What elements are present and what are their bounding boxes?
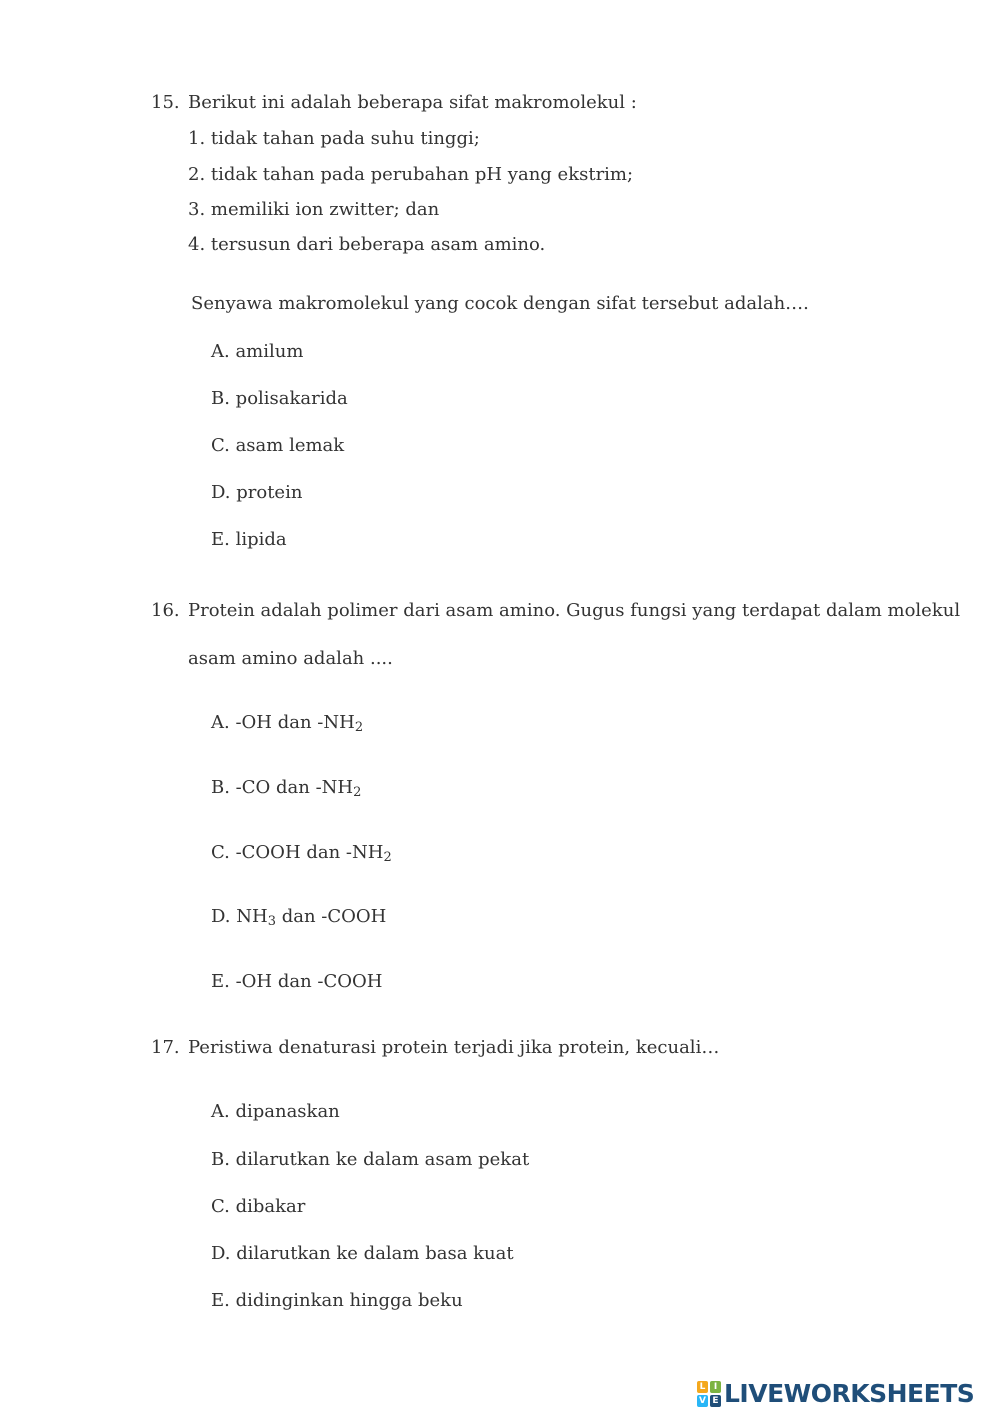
question-15-option-d: D. protein	[211, 482, 303, 503]
question-17-option-e: E. didinginkan hingga beku	[211, 1290, 463, 1311]
question-17-option-d: D. dilarutkan ke dalam basa kuat	[211, 1243, 514, 1264]
question-16-option-d: D. $NH_3$ dan -COOH	[211, 906, 387, 929]
question-15-property-4: 4. tersusun dari beberapa asam amino.	[188, 234, 546, 255]
question-17-option-a: A. dipanaskan	[211, 1101, 340, 1122]
question-16-option-c: C. -COOH dan $-NH_2$	[211, 842, 392, 865]
question-16-number: 16.	[151, 600, 180, 621]
logo-icon-tile-i: I	[710, 1381, 721, 1393]
question-17-option-c: C. dibakar	[211, 1196, 306, 1217]
liveworksheets-logo	[697, 1377, 974, 1411]
question-17-stem: Peristiwa denaturasi protein terjadi jika protein, kecuali…	[188, 1037, 720, 1058]
logo-icon-tile-l: L	[697, 1381, 708, 1393]
question-16-option-e: E. -OH dan -COOH	[211, 971, 383, 992]
logo-icon-tile-e: E	[710, 1395, 721, 1407]
question-15-property-2: 2. tidak tahan pada perubahan pH yang ekstrim;	[188, 164, 634, 185]
question-16-stem-line-2: asam amino adalah ....	[188, 648, 393, 669]
question-15-option-b: B. polisakarida	[211, 388, 348, 409]
question-15-option-c: C. asam lemak	[211, 435, 345, 456]
question-16-stem-line-1: Protein adalah polimer dari asam amino. Gugus fungsi yang terdapat dalam molekul	[188, 600, 961, 621]
question-15-option-e: E. lipida	[211, 529, 287, 550]
question-17-option-b: B. dilarutkan ke dalam asam pekat	[211, 1149, 530, 1170]
liveworksheets-wordmark: LIVEWORKSHEETS	[724, 1379, 975, 1408]
question-16-option-b: B. -CO dan $-NH_2$	[211, 777, 362, 800]
question-15-prompt: Senyawa makromolekul yang cocok dengan sifat tersebut adalah….	[191, 293, 809, 314]
question-15-number: 15.	[151, 92, 180, 113]
question-15-option-a: A. amilum	[211, 341, 304, 362]
question-16-option-a: A. -OH dan $-NH_2$	[211, 712, 364, 735]
question-17-number: 17.	[151, 1037, 180, 1058]
liveworksheets-icon	[697, 1381, 721, 1407]
question-15-property-1: 1. tidak tahan pada suhu tinggi;	[188, 128, 480, 149]
logo-icon-tile-v: V	[697, 1395, 708, 1407]
question-15-property-3: 3. memiliki ion zwitter; dan	[188, 199, 440, 220]
question-15-stem: Berikut ini adalah beberapa sifat makromolekul :	[188, 92, 637, 113]
